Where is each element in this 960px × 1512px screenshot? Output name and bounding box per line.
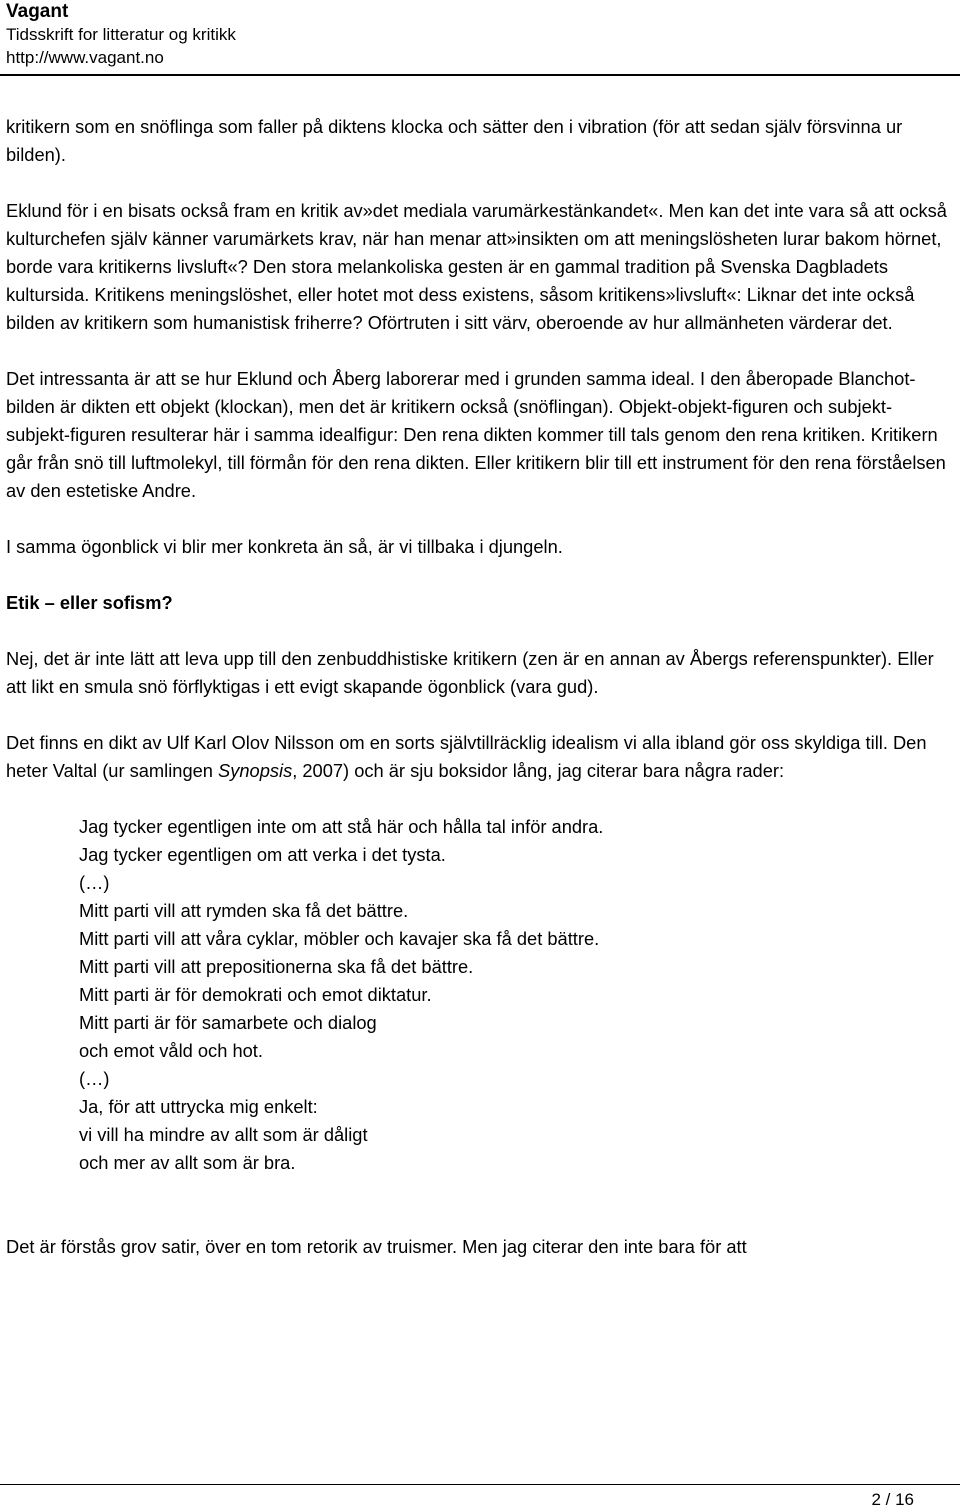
site-name: Vagant — [6, 1, 69, 22]
paragraph-6-text-end: , 2007) och är sju boksidor lång, jag citerar bara några rader: — [292, 760, 785, 781]
page-number: 2 / 16 — [871, 1490, 914, 1509]
poem-line: och emot våld och hot. — [79, 1040, 263, 1061]
paragraph-7: Det är förstås grov satir, över en tom retorik av truismer. Men jag citerar den inte bara för att — [6, 1236, 747, 1257]
article-body — [6, 113, 950, 1261]
poem-line: (…) — [79, 872, 110, 893]
site-tagline: Tidsskrift for litteratur og kritikk — [6, 25, 236, 44]
book-title: Synopsis — [218, 760, 293, 781]
poem-quote — [79, 813, 950, 1177]
poem-line: Mitt parti är för samarbete och dialog — [79, 1012, 377, 1033]
poem-line: (…) — [79, 1068, 110, 1089]
poem-line: och mer av allt som är bra. — [79, 1152, 296, 1173]
paragraph-6 — [6, 729, 950, 785]
poem-line: Mitt parti vill att våra cyklar, möbler och kavajer ska få det bättre. — [79, 928, 600, 949]
poem-line: Jag tycker egentligen om att verka i det tysta. — [79, 844, 446, 865]
site-url[interactable]: http://www.vagant.no — [6, 48, 164, 67]
poem-line: Ja, för att uttrycka mig enkelt: — [79, 1096, 318, 1117]
paragraph-5: Nej, det är inte lätt att leva upp till den zenbuddhistiske kritikern (zen är en annan av Åbergs referenspunkter). Eller att likt en smula snö förflyktigas i ett evigt skapande ögonblick (vara gud). — [6, 648, 934, 697]
paragraph-6-text-start: Det finns en dikt av Ulf Karl Olov Nilsson om en sorts självtillräcklig idealism vi alla ibland gör oss skyldiga till. Den heter Valtal (ur samlingen — [6, 732, 927, 781]
poem-line: Mitt parti är för demokrati och emot diktatur. — [79, 984, 432, 1005]
paragraph-4: I samma ögonblick vi blir mer konkreta än så, är vi tillbaka i djungeln. — [6, 536, 563, 557]
poem-line: Mitt parti vill att rymden ska få det bättre. — [79, 900, 409, 921]
section-heading: Etik – eller sofism? — [6, 592, 173, 613]
poem-line: Mitt parti vill att prepositionerna ska få det bättre. — [79, 956, 474, 977]
poem-line: Jag tycker egentligen inte om att stå här och hålla tal inför andra. — [79, 816, 604, 837]
poem-line: vi vill ha mindre av allt som är dåligt — [79, 1124, 368, 1145]
document-header — [6, 0, 954, 69]
paragraph-1: kritikern som en snöflinga som faller på diktens klocka och sätter den i vibration (för att sedan själv försvinna ur bilden). — [6, 116, 903, 165]
paragraph-3: Det intressanta är att se hur Eklund och Åberg laborerar med i grunden samma ideal. I den åberopade Blanchot-bilden är dikten ett objekt (klockan), men det är kritikern också (snöflingan). Objekt-objekt-figuren och subjekt-subjekt-figuren resulterar här i samma idealfigur: Den rena dikten kommer till tals genom den rena kritiken. Kritikern går från snö till luftmolekyl, till förmån för den rena dikten. Eller kritikern blir till ett instrument för den rena förståelsen av den estetiske Andre. — [6, 368, 946, 501]
paragraph-2: Eklund för i en bisats också fram en kritik av»det mediala varumärkestänkandet«. Men kan det inte vara så att också kulturchefen själv känner varumärkets krav, när han menar att»insikten om att meningslösheten lurar bakom hörnet, borde vara kritikerns livsluft«? Den stora melankoliska gesten är en gammal tradition på Svenska Dagbladets kultursida. Kritikens meningslöshet, eller hotet mot dess existens, såsom kritikens»livsluft«: Liknar det inte också bilden av kritikern som humanistisk friherre? Oförtruten i sitt värv, oberoende av hur allmänheten värderar det. — [6, 200, 947, 333]
footer-divider — [0, 1484, 960, 1485]
header-divider — [0, 74, 960, 76]
